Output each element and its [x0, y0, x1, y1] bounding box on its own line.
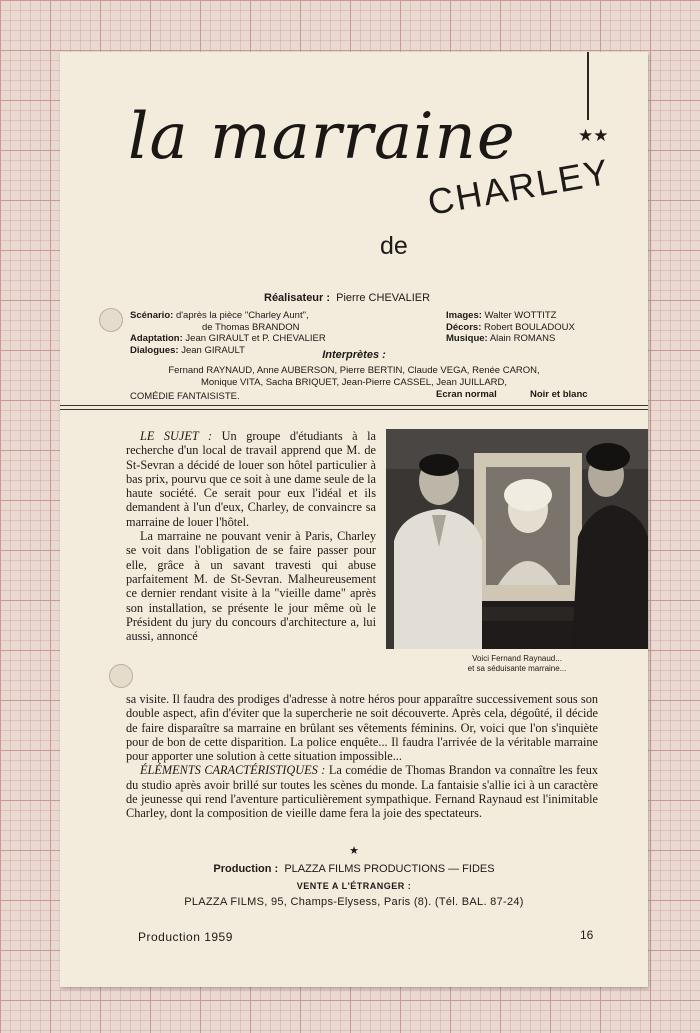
credit-dialogues: Dialogues: Jean GIRAULT	[130, 344, 245, 356]
director-credit: Réalisateur : Pierre CHEVALIER	[264, 292, 431, 304]
star-icons: ★★	[578, 126, 609, 146]
title-charley: CHARLEY	[424, 150, 614, 224]
credit-scenario-author: de Thomas BRANDON	[202, 321, 300, 333]
synopsis-p2-continued: sa visite. Il faudra des prodiges d'adresse à notre héros pour apparaître successivement sous son double aspect, afin d'éviter que la supercherie ne soit découverte. Après cela, dégoûté, il décide de faire disparaître sa marraine en brûlant ses vêtements féminins. Or, voici que l'on s'inquiète pour de bon de cette disparition. La police enquête... Il faudra l'arrivée de la véritable marraine pour apporter une solution à cette situation impossible...	[126, 692, 598, 764]
production-credit: Production : PLAZZA FILMS PRODUCTIONS — FIDES	[213, 863, 495, 875]
synopsis-top	[126, 429, 376, 643]
foreign-sales-heading: VENTE A L'ÉTRANGER :	[296, 881, 412, 891]
format-label: Ecran normal	[436, 389, 497, 400]
credit-images: Images: Walter WOTTITZ	[446, 310, 557, 321]
production-year: Production 1959	[138, 930, 233, 944]
film-still-illustration	[386, 429, 648, 649]
decorative-vertical-line	[587, 52, 589, 120]
cast-list: Fernand RAYNAUD, Anne AUBERSON, Pierre BERTIN, Claude VEGA, Renée CARON, Monique VITA, Sacha BRIQUET, Jean-Pierre CASSEL, Jean JUILLARD,	[168, 365, 540, 388]
interpretes-heading: Interprètes :	[322, 349, 386, 361]
synopsis-p1: LE SUJET : Un groupe d'étudiants à la recherche d'un local de travail apprend que M. de St-Sevran a décidé de louer son hôtel particulier à bas prix, pourvu que ce soit à une dame seule de la haute société. Ce serait pour eux l'idéal et ils demandent à l'un d'eux, Charley, de convaincre sa marraine de louer l'hôtel.	[126, 429, 376, 529]
film-still-photo	[386, 429, 648, 649]
genre-label: COMÉDIE FANTAISISTE.	[130, 391, 240, 402]
credit-musique: Musique: Alain ROMANS	[446, 333, 556, 344]
elements-paragraph: ÉLÉMENTS CARACTÉRISTIQUES : La comédie de Thomas Brandon va connaître les feux du studio après avoir brillé sur toutes les scènes du monde. La fantaisie s'allie ici à un caractère de jeunesse qui rend l'aventure particulièrement sympathique. Fernand Raynaud est l'inimitable Charley, dont la composition de vieille dame fera la joie des spectateurs.	[126, 763, 599, 821]
synopsis-p2: La marraine ne pouvant venir à Paris, Charley se voit dans l'obligation de se faire passer pour elle, grâce à un savant travesti qui abuse parfaitement M. de St-Sevran. Malheureusement ce dernier rendant visite à la "vieille dame" après son installation, se présente le jour même où le Président du jury du concours d'architecture a, lui aussi, annoncé	[126, 529, 376, 644]
punch-hole	[109, 664, 133, 688]
page-number: 16	[580, 928, 594, 942]
page-sheet	[60, 52, 648, 987]
synopsis-bottom	[126, 692, 598, 821]
divider	[60, 409, 648, 410]
punch-hole	[99, 308, 123, 332]
credit-decors: Décors: Robert BOULADOUX	[446, 321, 575, 333]
photo-caption: Voici Fernand Raynaud... et sa séduisante marraine...	[467, 654, 567, 673]
credit-adaptation: Adaptation: Jean GIRAULT et P. CHEVALIER	[130, 333, 326, 344]
foreign-sales-address: PLAZZA FILMS, 95, Champs-Elysess, Paris (8). (Tél. BAL. 87-24)	[184, 896, 524, 908]
star-separator: ★	[349, 844, 359, 857]
color-label: Noir et blanc	[530, 389, 588, 400]
credits-right	[446, 310, 575, 345]
credit-scenario: Scénario: d'après la pièce "Charley Aunt",	[130, 310, 309, 321]
film-title: la marraine	[128, 100, 516, 174]
divider	[60, 405, 648, 406]
title-de: de	[380, 232, 408, 260]
